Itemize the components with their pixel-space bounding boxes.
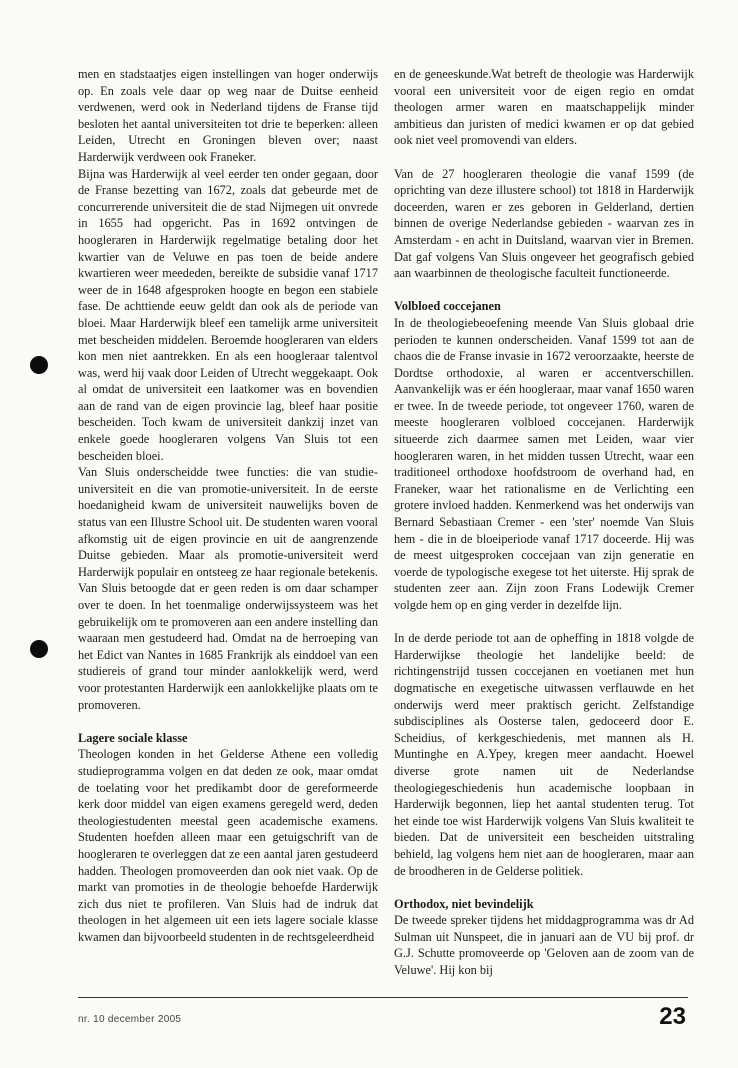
left-paragraph-2: Bijna was Harderwijk al veel eerder ten onder gegaan, door de Franse bezetting van 1672, zoals dat gebeurde met de concurrerende universiteit die de stad Nijmegen uit onvrede in 1655 had opgericht. Pas in 1692 ontvingen de hoogleraren in Harderwijk regelmatige betaling door het kwartier van de Veluwe en pas toen de beide andere kwartieren weer meededen, bereikte de subsidie vanaf 1717 weer de in 1648 afgesproken hoogte en begon een stabiele fase. De achttiende eeuw geldt dan ook als de periode van bloei. Maar Harderwijk bleef een tamelijk arme universiteit met bescheiden middelen. Beroemde hoogleraren van elders kon men niet aantrekken. En als een hoogleraar talentvol was, werd hij vaak door Leiden of Utrecht weggekaapt. Ook al omdat de universiteit een laatkomer was en bovendien aan de rand van de eigen provincie lag, bleef haar positie bescheiden. Toch kwam de universiteit dankzij inzet van enkele goede hoogleraren volgens Van Sluis tot een bescheiden bloei. [78, 166, 378, 463]
right-paragraph-4: In de derde periode tot aan de opheffing in 1818 volgde de Harderwijkse theologie het landelijke beeld: de richtingenstrijd tussen coccejanen en voetianen met hun dogmatische en exegetische uitwassen verflauwde en het onderwijs werd meer praktisch gericht. Zelfstandige subdisciplines als Oosterse talen, gedoceerd door E. Scheidius, of kerkgeschiedenis, met mannen als H. Muntinghe en A.Ypey, kregen meer aandacht. Hoewel diverse grote namen uit de Nederlandse theologiegeschiedenis hun academische loopbaan in Harderwijk begonnen, liep het aantal studenten terug. Tot het einde toe wist Harderwijk volgens Van Sluis kwaliteit te bieden. Dat de universiteit een bescheiden uitstraling behield, lag volgens hem niet aan de hoogleraren, maar aan de broodheren in de Gelderse politiek. [394, 631, 694, 878]
left-paragraph-4: Theologen konden in het Gelderse Athene een volledig studieprogramma volgen en dat deden ze ook, maar omdat de toelating voor het predikambt door de gereformeerde kerk door middel van eigen examens geregeld werd, deden theologiestudenten meestal geen academische examens. Studenten hoefden alleen maar een getuigschrift van de hoogleraren te overleggen dat ze een aantal jaren gestudeerd hadden. Theologen promoveerden dan ook niet vaak. Op de markt van promoties in de theologie behoefde Harderwijk zich dus niet te profileren. Van Sluis had de indruk dat theologen in het algemeen uit een iets lagere sociale klasse kwamen dan bijvoorbeeld studenten in de rechtsgeleerdheid [78, 747, 378, 944]
footer-rule [78, 997, 688, 998]
left-paragraph-3: Van Sluis onderscheidde twee functies: die van studie-universiteit en die van promotie-universiteit. In de eerste hoedanigheid kwam de universiteit nauwelijks boven de status van een Illustre School uit. De studenten waren vooral afkomstig uit de eigen provincie en uit de aangrenzende Duitse gebieden. Maar als promotie-universiteit werd Harderwijk populair en ontsteeg ze haar regionale betekenis. Van Sluis betoogde dat er geen reden is om daar schamper over te doen. In het toenmalige onderwijssysteem was het gebruikelijk om te promoveren aan een andere instelling dan waaraan men gestudeerd had. Omdat na de herroeping van het Edict van Nantes in 1685 Frankrijk als einddoel van een studiereis of grand tour minder aanlokkelijk werd, werd voor protestanten Harderwijk een aanlokkelijke plaats om te promoveren. [78, 465, 378, 712]
page-number: 23 [659, 1003, 686, 1030]
right-paragraph-2: Van de 27 hoogleraren theologie die vanaf 1599 (de oprichting van deze illustere school) tot 1818 in Harderwijk doceerden, waren er zes geboren in Gelderland, dertien binnen de overige Nederlandse gebieden - waarvan zes in Amsterdam - en acht in Duitsland, waarvan vier in Bremen. Dat gaf volgens Van Sluis ongeveer het geografisch gebied aan waarbinnen de theologische faculteit functioneerde. [394, 166, 694, 281]
right-paragraph-3: In de theologiebeoefening meende Van Sluis globaal drie perioden te kunnen onderscheiden. Vanaf 1599 tot aan de chaos die de Franse invasie in 1672 veroorzaakte, heerste de Dordtse orthodoxie, al waren er accentverschillen. Aanvankelijk was er één hoogleraar, maar vanaf 1650 waren er twee. In de tweede periode, tot ongeveer 1760, waren de meeste hoogleraren volbloed coccejanen. Harderwijk situeerde zich daarmee samen met Leiden, waar vier hoogleraren waren, in het midden tussen Utrecht, waar een traditioneel orthodoxe hoofdstroom de overhand had, en Franeker, waar het rationalisme en de Verlichting een grotere invloed hadden. Kenmerkend was het onderwijs van Bernard Sebastiaan Cremer - een 'ster' noemde Van Sluis hem - die in de bloeiperiode vanaf 1717 doceerde. Hij was de meest uitgesproken coccejaan van zijn generatie en voerde de typologische exegese tot het uiterste. Hij sprak de studenten zeer aan. Zijn zoon Frans Lodewijk Cremer volgde hem op en ging verder in dezelfde lijn. [394, 315, 694, 612]
left-column [78, 66, 378, 945]
right-paragraph-1: en de geneeskunde.Wat betreft de theologie was Harderwijk vooral een universiteit voor de eigen regio en omdat theologen armer waren en maatschappelijk minder ambitieus dan juristen of medici kwamen er op dat gebied ook niet veel promovendi van elders. [394, 67, 694, 148]
right-paragraph-5: De tweede spreker tijdens het middagprogramma was dr Ad Sulman uit Nunspeet, die in januari aan de VU bij prof. dr G.J. Schutte promoveerde op 'Geloven aan de zoom van de Veluwe'. Hij kon bij [394, 913, 694, 978]
issue-label: nr. 10 december 2005 [78, 1014, 182, 1025]
heading-lagere-sociale-klasse: Lagere sociale klasse [78, 730, 188, 745]
right-column [394, 66, 694, 979]
binder-hole-bottom [30, 640, 48, 658]
heading-volbloed-coccejanen: Volbloed coccejanen [394, 299, 501, 314]
heading-orthodox-niet-bevindelijk: Orthodox, niet bevindelijk [394, 896, 534, 911]
left-paragraph-1: men en stadstaatjes eigen instellingen van hoger onderwijs op. En zoals vele daar op weg naar de Duitse eenheid verdwenen, werd ook in Nederland tijdens de Franse tijd besloten het aantal universiteiten tot drie te beperken: alleen Leiden, Utrecht en Groningen bleven over; naast Harderwijk verdween ook Franeker. [78, 67, 378, 164]
binder-hole-top [30, 356, 48, 374]
